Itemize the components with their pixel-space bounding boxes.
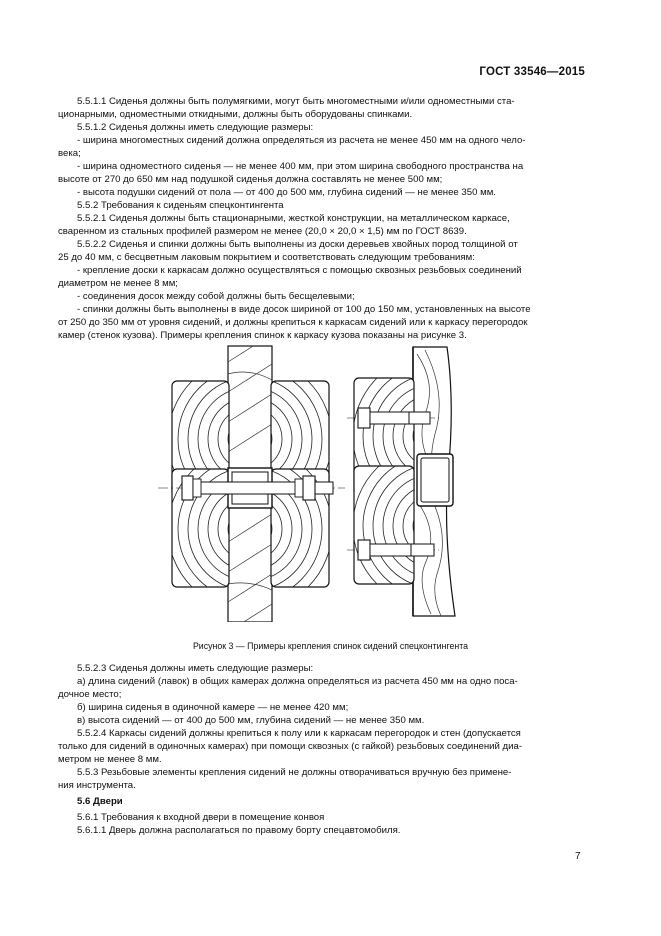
text-line: дочное место; xyxy=(58,689,122,700)
text-line: 5.5.3 Резьбовые элементы крепления сидений не должны отворачиваться вручную без примене- xyxy=(77,767,512,778)
text-line: 5.5.2.2 Сиденья и спинки должны быть выполнены из доски деревьев хвойных пород толщиной от xyxy=(77,239,518,250)
text-line: метром не менее 8 мм. xyxy=(58,754,162,765)
text-line: только для сидений в одиночных камерах) при помощи сквозных (с гайкой) резьбовых соединений диа- xyxy=(58,741,523,752)
text-line: - ширина многоместных сидений должна определяться из расчета не менее 450 мм на одного чело- xyxy=(77,135,526,146)
text-line: сваренном из стальных профилей размером не менее (20,0 × 20,0 × 1,5) мм по ГОСТ 8639. xyxy=(58,226,467,237)
wall-profile xyxy=(417,454,453,506)
seatback-mounting-figure xyxy=(155,344,485,622)
text-line: - крепление доски к каркасам должно осуществляться с помощью сквозных резьбовых соединений xyxy=(77,265,522,276)
text-line: - ширина одноместного сиденья — не менее 400 мм, при этом ширина свободного пространства на xyxy=(77,161,524,172)
text-line: ния инструмента. xyxy=(58,780,136,791)
text-line: 5.5.2.4 Каркасы сидений должны крепиться к полу или к каркасам перегородок и стен (допускается xyxy=(77,728,521,739)
figure-caption: Рисунок 3 — Примеры крепления спинок сидений спецконтингента xyxy=(192,641,469,651)
text-line: - высота подушки сидений от пола — от 400 до 500 мм, глубина сидений — не менее 350 мм. xyxy=(77,187,496,198)
text-line: от 250 до 350 мм от уровня сидений, и должны крепиться к каркасам сидений или к каркасу перегородок xyxy=(58,317,528,328)
text-line: высоте от 270 до 650 мм над подушкой сиденья должна составлять не менее 500 мм; xyxy=(58,174,443,185)
text-line: 5.5.2.3 Сиденья должны иметь следующие размеры: xyxy=(77,663,314,674)
text-line: 5.5.1.1 Сиденья должны быть полумягкими, могут быть многоместными и/или одноместными ста- xyxy=(77,96,515,107)
page-number: 7 xyxy=(575,851,581,862)
text-line: камер (стенок кузова). Примеры крепления спинок к каркасу кузова показаны на рисунке 3. xyxy=(58,330,467,341)
text-line: 5.5.2.1 Сиденья должны быть стационарными, жесткой конструкции, на металлическом каркасе, xyxy=(77,213,510,224)
text-line: б) ширина сиденья в одиночной камере — не менее 420 мм; xyxy=(77,702,349,713)
text-line: - соединения досок между собой должны быть бесщелевыми; xyxy=(77,291,355,302)
text-line: диаметром не менее 8 мм; xyxy=(58,278,178,289)
section-heading: 5.6 Двери xyxy=(77,796,123,807)
text-line: в) высота сидений — от 400 до 500 мм, глубина сидений — не менее 350 мм. xyxy=(77,715,425,726)
text-line: 5.5.1.2 Сиденья должны иметь следующие размеры: xyxy=(77,122,314,133)
text-line: 25 до 40 мм, с бесцветным лаковым покрытием и соответствовать следующим требованиям: xyxy=(58,252,475,263)
text-line: 5.6.1 Требования к входной двери в помещение конвоя xyxy=(77,812,325,823)
text-line: ционарными, одноместными откидными, должны быть оборудованы спинками. xyxy=(58,109,413,120)
text-line: - спинки должны быть выполнены в виде досок шириной от 100 до 150 мм, установленных на высоте xyxy=(77,304,531,315)
text-line: века; xyxy=(58,148,81,159)
document-header: ГОСТ 33546—2015 xyxy=(479,66,585,78)
text-line: 5.6.1.1 Дверь должна располагаться по правому борту спецавтомобиля. xyxy=(77,825,401,836)
text-line: 5.5.2 Требования к сиденьям спецконтингента xyxy=(77,200,284,211)
text-line: а) длина сидений (лавок) в общих камерах должна определяться из расчета 450 мм на одно поса- xyxy=(77,676,518,687)
